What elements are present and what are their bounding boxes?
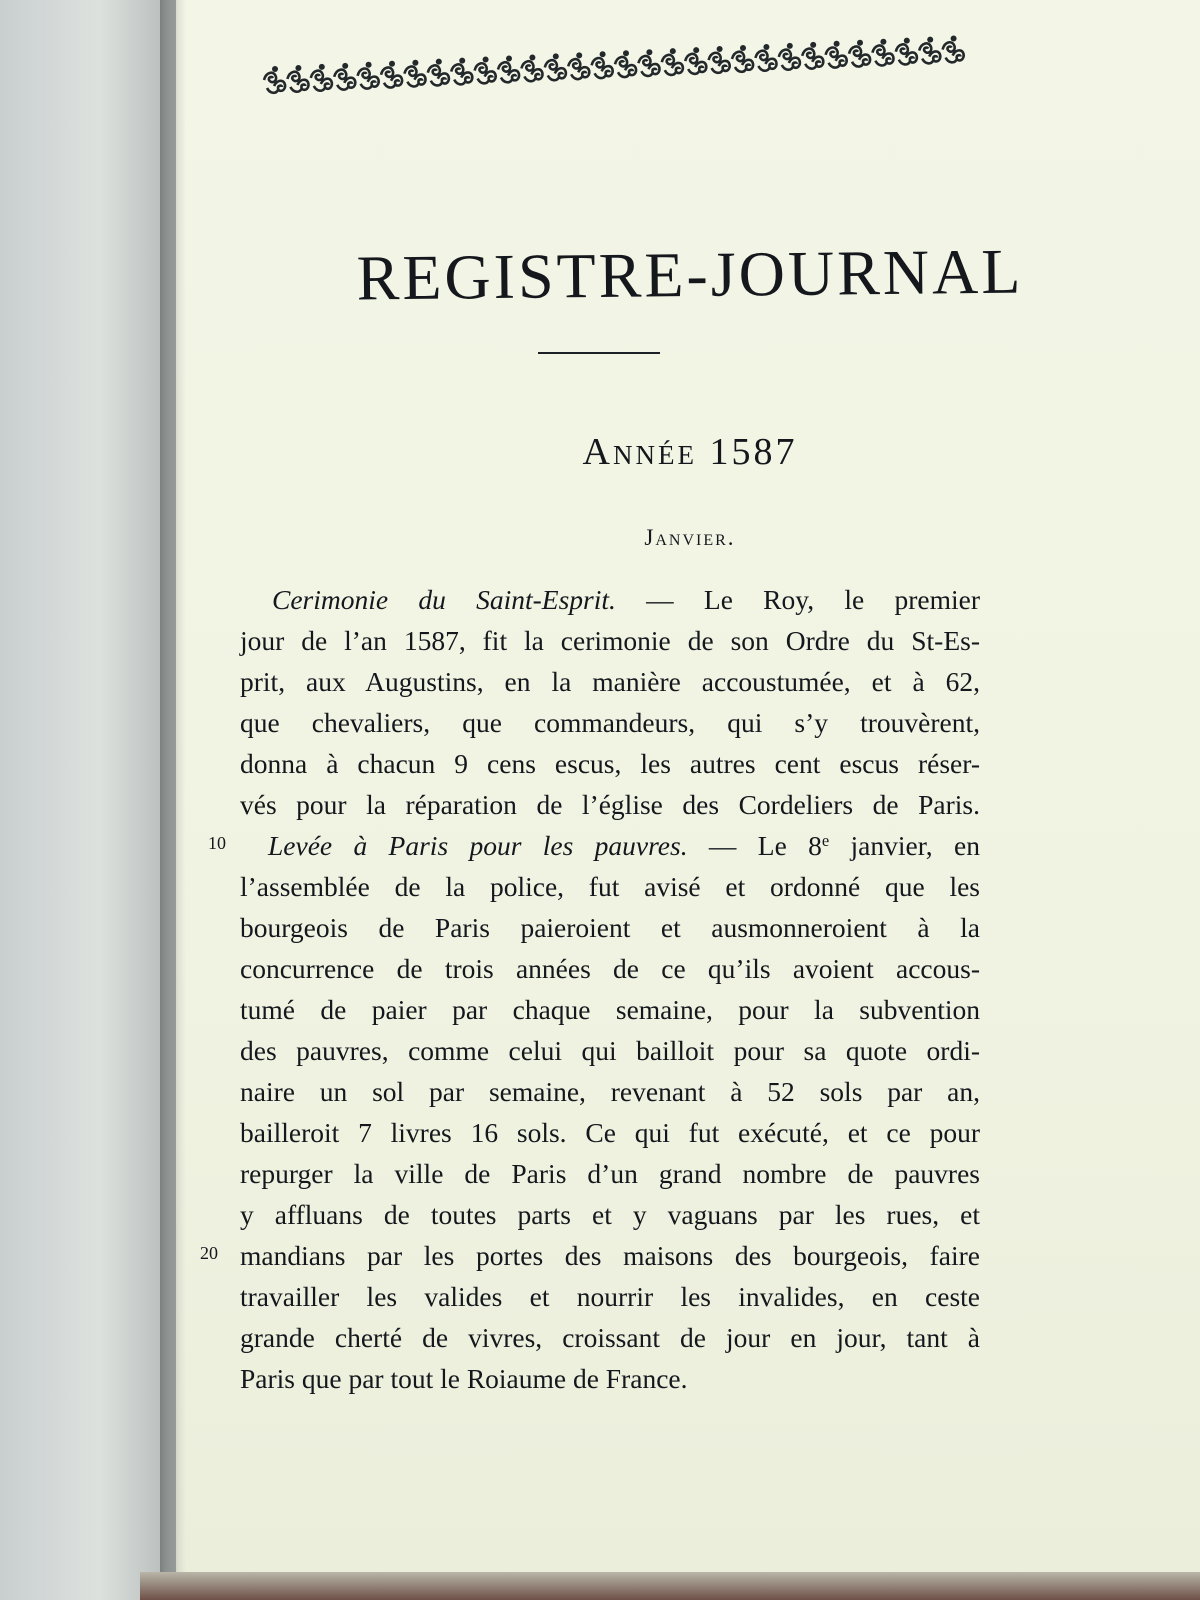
text-line: donna à chacun 9 cens escus, les autres cent escus réser- <box>240 748 980 779</box>
line-number: 10 <box>208 833 226 853</box>
text-line: Levée à Paris pour les pauvres. — Le 8e janvier, en <box>268 830 980 861</box>
text-line: l’assemblée de la police, fut avisé et ordonné que les <box>240 871 980 902</box>
left-page-edge <box>0 0 180 1600</box>
text-line: Cerimonie du Saint-Esprit. — Le Roy, le premier <box>272 584 980 615</box>
text-line: prit, aux Augustins, en la manière accoustumée, et à 62, <box>240 666 980 697</box>
text-line: y affluans de toutes parts et y vaguans par les rues, et <box>240 1199 980 1230</box>
decorative-headband-ornament <box>258 24 966 102</box>
text-line: tumé de paier par chaque semaine, pour la subvention <box>240 994 980 1025</box>
line-number: 20 <box>200 1243 218 1263</box>
text-line: repurger la ville de Paris d’un grand nombre de pauvres <box>240 1158 980 1189</box>
text-line: jour de l’an 1587, fit la cerimonie de son Ordre du St-Es- <box>240 625 980 656</box>
book-gutter-shadow <box>160 0 186 1600</box>
book-cover-edge <box>140 1572 1200 1600</box>
text-line: travailler les valides et nourrir les invalides, en ceste <box>240 1281 980 1312</box>
year-heading: Année 1587 <box>582 431 798 473</box>
page-title: REGISTRE-JOURNAL <box>356 235 1024 314</box>
paragraph-heading: Cerimonie du Saint-Esprit. <box>272 584 616 615</box>
paragraph-heading: Levée à Paris pour les pauvres. <box>268 830 688 861</box>
text-line: bourgeois de Paris paieroient et ausmonneroient à la <box>240 912 980 943</box>
text-line: des pauvres, comme celui qui bailloit pour sa quote ordi- <box>240 1035 980 1066</box>
text-line: mandians par les portes des maisons des bourgeois, faire <box>240 1240 980 1271</box>
text-line: Paris que par tout le Roiaume de France. <box>240 1363 688 1394</box>
text-line: grande cherté de vivres, croissant de jour en jour, tant à <box>240 1322 980 1353</box>
text-line: vés pour la réparation de l’église des Cordeliers de Paris. <box>240 789 980 820</box>
text-line: que chevaliers, que commandeurs, qui s’y trouvèrent, <box>240 707 980 738</box>
month-heading: Janvier. <box>644 525 736 550</box>
text-line: concurrence de trois années de ce qu’ils avoient accous- <box>240 953 980 984</box>
text-line: bailleroit 7 livres 16 sols. Ce qui fut exécuté, et ce pour <box>240 1117 980 1148</box>
text-line: naire un sol par semaine, revenant à 52 sols par an, <box>240 1076 980 1107</box>
title-divider <box>538 352 660 354</box>
